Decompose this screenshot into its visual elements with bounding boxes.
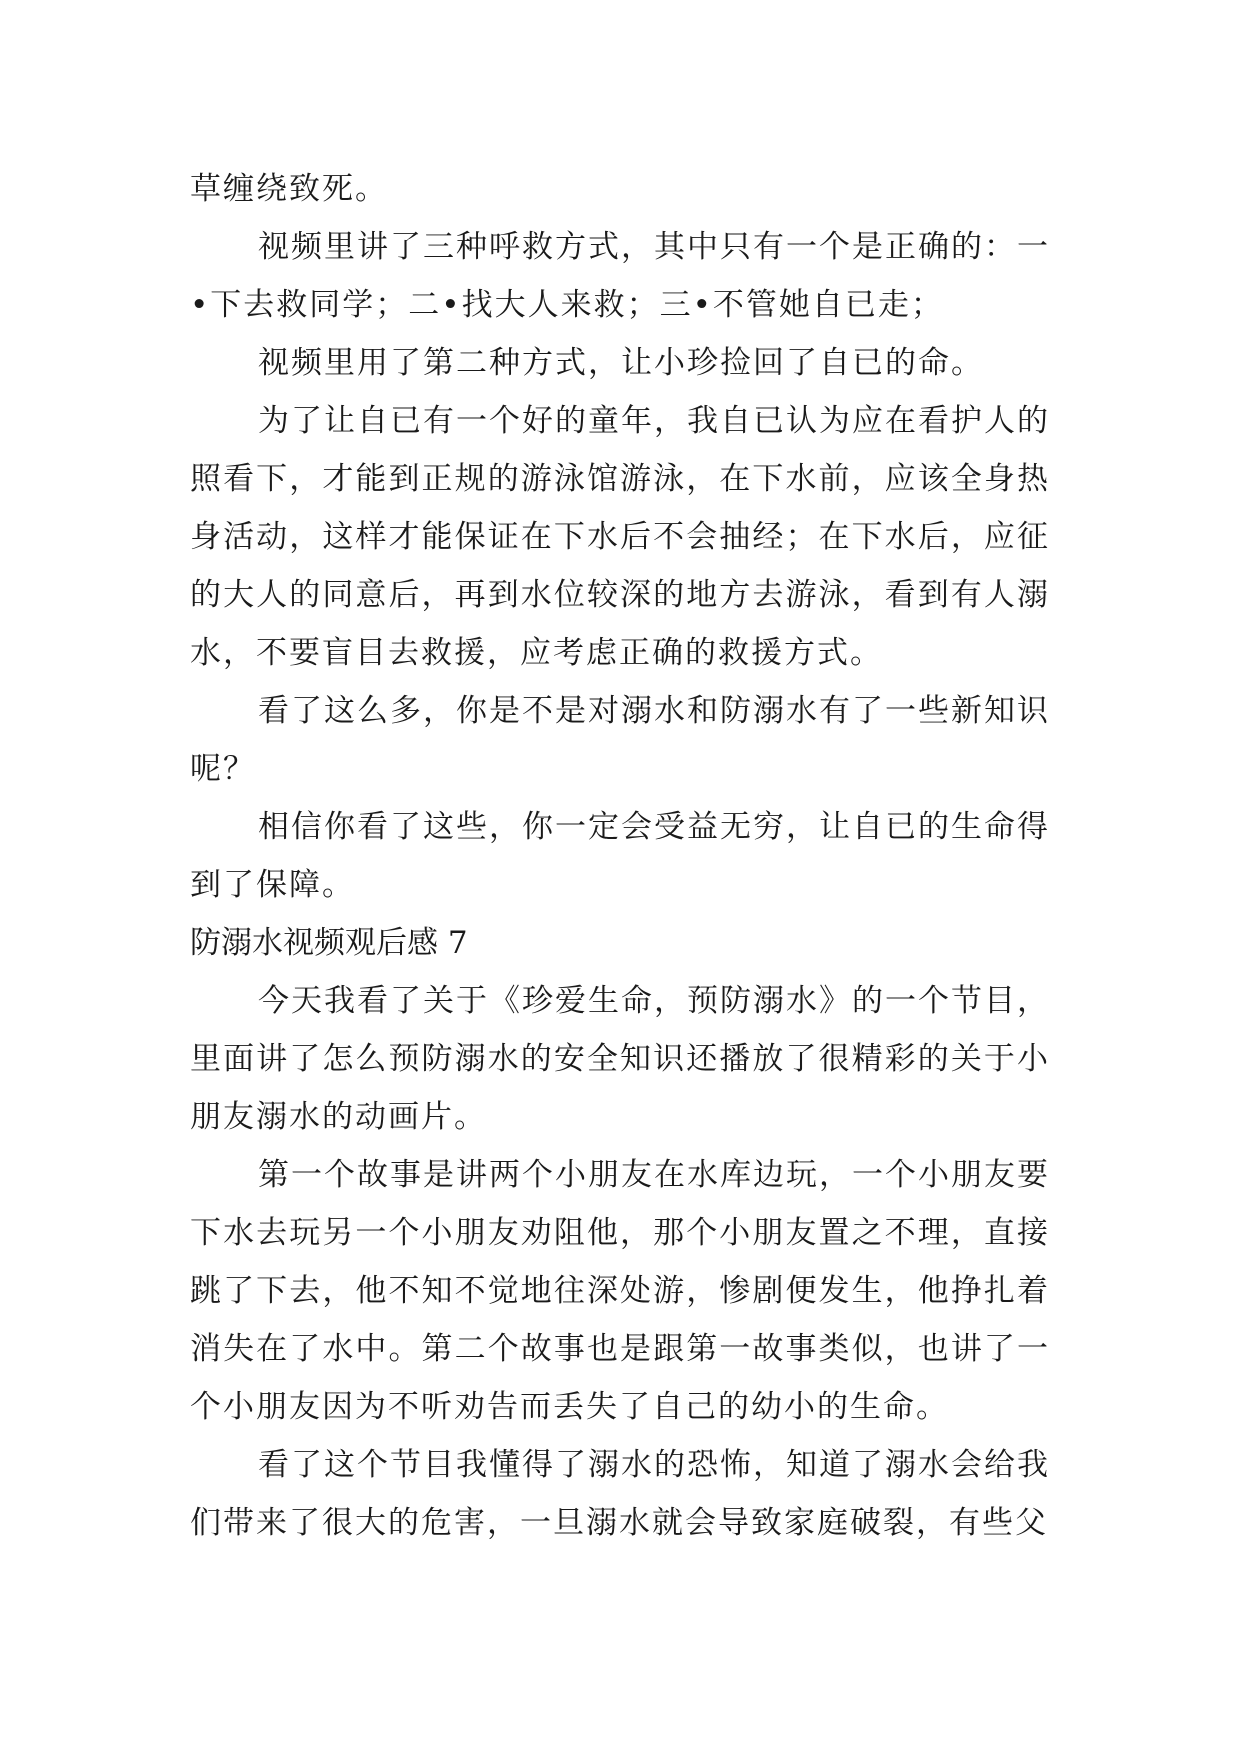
paragraph-6: 相信你看了这些，你一定会受益无穷，让自已的生命得到了保障。 (190, 809, 1050, 903)
paragraph-4: 为了让自已有一个好的童年，我自已认为应在看护人的照看下，才能到正规的游泳馆游泳，在下水前，应该全身热身活动，这样才能保证在下水后不会抽经；在下水后，应征的大人的同意后，再到水位较深的地方去游泳，看到有人溺水，不要盲目去救援，应考虑正确的救援方式。 (190, 403, 1050, 671)
paragraph-5: 看了这么多，你是不是对溺水和防溺水有了一些新知识呢？ (190, 693, 1050, 787)
document-body (190, 160, 1050, 1552)
section-paragraph-1: 今天我看了关于《珍爱生命，预防溺水》的一个节目，里面讲了怎么预防溺水的安全知识还播放了很精彩的关于小朋友溺水的动画片。 (190, 983, 1050, 1135)
paragraph-1: 草缠绕致死。 (190, 171, 388, 207)
section-title: 防溺水视频观后感 7 (190, 925, 468, 961)
paragraph-3: 视频里用了第二种方式，让小珍捡回了自已的命。 (258, 345, 984, 381)
paragraph-2: 视频里讲了三种呼救方式，其中只有一个是正确的：一•下去救同学；二•找大人来救；三•不管她自已走； (190, 229, 1050, 323)
section-paragraph-3: 看了这个节目我懂得了溺水的恐怖，知道了溺水会给我们带来了很大的危害，一旦溺水就会导致家庭破裂，有些父 (190, 1447, 1050, 1541)
section-paragraph-2: 第一个故事是讲两个小朋友在水库边玩，一个小朋友要下水去玩另一个小朋友劝阻他，那个小朋友置之不理，直接跳了下去，他不知不觉地往深处游，惨剧便发生，他挣扎着消失在了水中。第二个故事也是跟第一故事类似，也讲了一个小朋友因为不听劝告而丢失了自己的幼小的生命。 (190, 1157, 1050, 1425)
